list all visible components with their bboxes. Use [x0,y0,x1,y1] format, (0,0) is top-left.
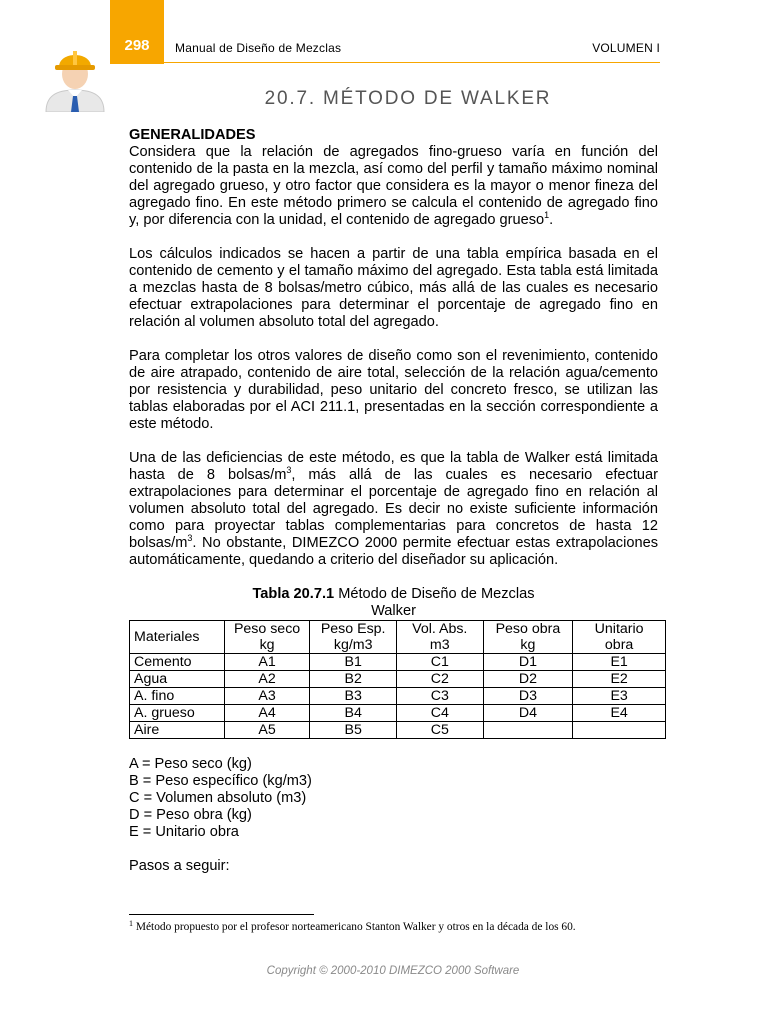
subhead-generalidades: GENERALIDADES [129,127,256,143]
table-row: Cemento A1 B1 C1 D1 E1 [130,654,666,671]
table-row: Agua A2 B2 C2 D2 E2 [130,671,666,688]
engineer-mascot-icon [40,40,110,112]
legend-item: B = Peso específico (kg/m3) [129,773,312,789]
volume-label: VOLUMEN I [592,41,660,55]
table-header-cell: Vol. Abs. m3 [396,621,483,654]
page-content [129,127,658,875]
paragraph-2: Los cálculos indicados se hacen a partir de una tabla empírica basada en el contenido de cemento y el tamaño máximo del agregado. Esta tabla está limitada a mezclas hasta de 8 bolsas/metro cúbico, más allá de las cuales es necesario efectuar extrapolaciones para determinar el porcentaje de agregado fino en relación al volumen absoluto total del agregado. [129,246,658,330]
section-title: 20.7. MÉTODO DE WALKER [264,88,552,109]
legend-item: C = Volumen absoluto (m3) [129,790,307,806]
footnote-rule [129,914,314,915]
table-header-cell: Unitario obra [573,621,666,654]
page-number: 298 [124,37,150,54]
legend-list [129,756,658,841]
table-header-cell: Peso Esp. kg/m3 [310,621,397,654]
header-rule [164,62,660,63]
table-header-cell: Peso obra kg [483,621,573,654]
legend-item: D = Peso obra (kg) [129,807,252,823]
paragraph-3: Para completar los otros valores de diseño como son el revenimiento, contenido de aire atrapado, contenido de aire total, selección de la relación agua/cemento por resistencia y durabilidad, peso unitario del concreto fresco, se utilizan las tablas elaboradas por el ACI 211.1, presentadas en la sección correspondiente a este método. [129,348,658,432]
legend-item: E = Unitario obra [129,824,239,840]
table-header-row [130,621,666,654]
paragraph-4: Una de las deficiencias de este método, es que la tabla de Walker está limitada hasta de 8 bolsas/$m^3$, más allá de las cuales es necesario efectuar extrapolaciones para determinar el porcentaje de agregado fino en relación al volumen absoluto total del agregado. Es decir no existe suficiente información como para proyectar tablas complementarias para concretos de hasta 12 bolsas/$m^3$. No obstante, DIMEZCO 2000 permite efectuar estas extrapolaciones automáticamente, quedando a criterio del diseñador su aplicación. [129,450,658,568]
table-header-cell: Materiales [130,621,225,654]
page-number-tab [110,0,164,64]
paragraph-1: Considera que la relación de agregados fino-grueso varía en función del contenido de la pasta en la mezcla, así como del perfil y tamaño máximo nominal del agregado grueso, y otro factor que considera es la mayor o menor fineza del agregado fino. En este método primero se calcula el contenido de agregado fino y, por diferencia con la unidad, el contenido de agregado grueso$^1$. [129,144,658,228]
copyright-notice: Copyright © 2000-2010 DIMEZCO 2000 Software [266,965,520,977]
table-row: A. fino A3 B3 C3 D3 E3 [130,688,666,705]
table-caption: Tabla 20.7.1 Método de Diseño de Mezclas Walker [252,586,535,619]
table-row: A. grueso A4 B4 C4 D4 E4 [130,705,666,722]
footnote-ref: 1 [544,210,550,220]
manual-title: Manual de Diseño de Mezclas [175,41,342,55]
legend-item: A = Peso seco (kg) [129,756,252,772]
table-row: Aire A5 B5 C5 [130,722,666,739]
footnote: $^1$ Método propuesto por el profesor norteamericano Stanton Walker y otros en la década de los 60. [129,919,576,933]
walker-table [129,620,666,739]
table-header-cell: Peso seco kg [224,621,310,654]
steps-label: Pasos a seguir: [129,858,230,874]
